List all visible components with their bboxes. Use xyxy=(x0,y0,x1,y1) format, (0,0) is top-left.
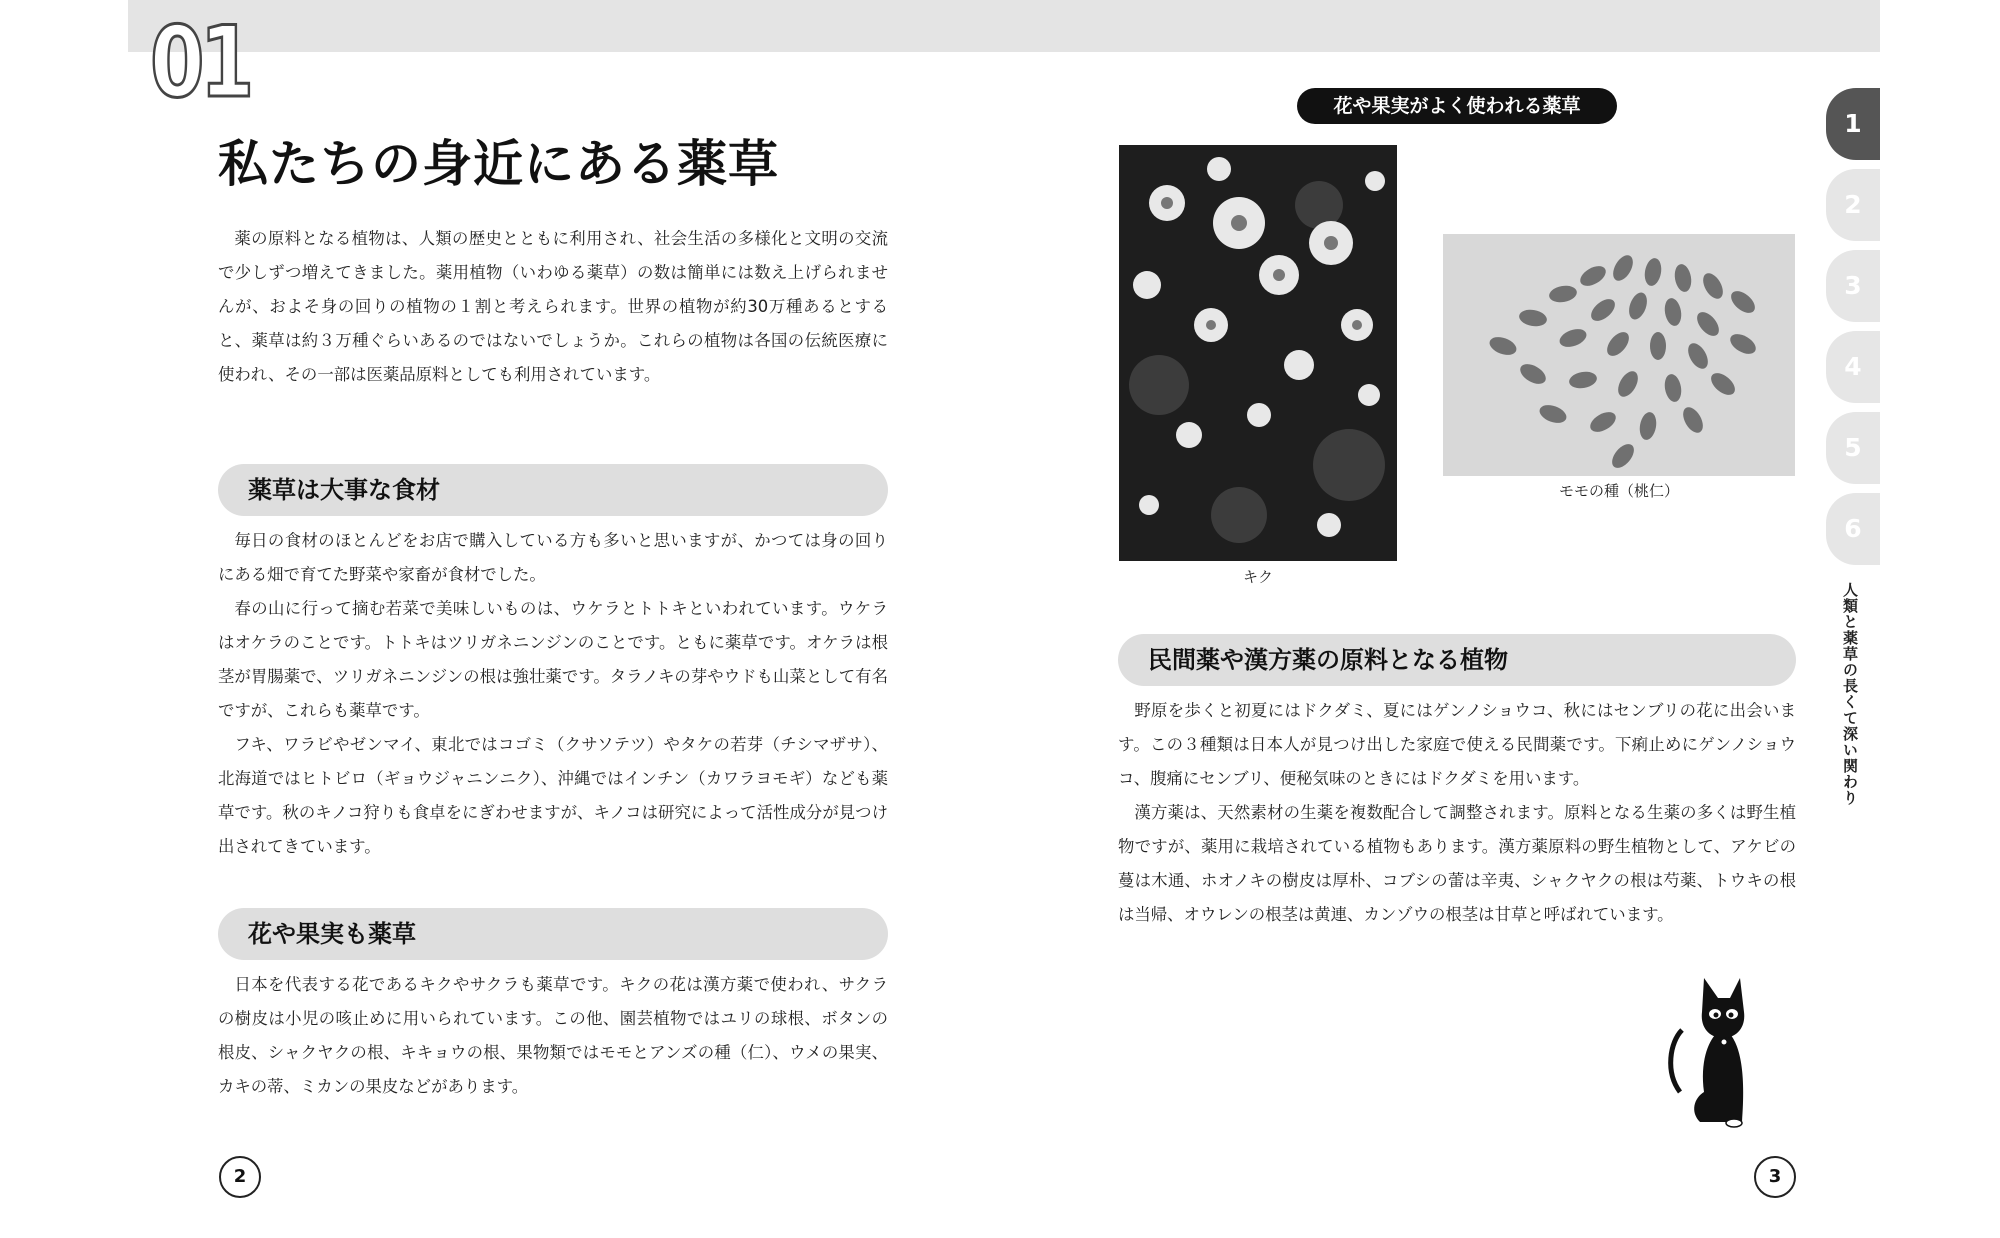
chrysanthemum-image xyxy=(1119,145,1397,561)
chapter-tabs xyxy=(1826,88,1880,574)
black-cat-illustration xyxy=(1660,972,1770,1132)
vertical-chapter-title: 人類と薬草の長くて深い関わり xyxy=(1841,582,1859,806)
section-body-food xyxy=(218,524,888,864)
intro-text xyxy=(218,222,888,392)
figure-label: 花や果実がよく使われる薬草 xyxy=(1297,88,1617,124)
section-body-folk-medicine xyxy=(1118,694,1796,932)
page-title: 私たちの身近にある薬草 xyxy=(218,135,779,193)
peach-seed-photo xyxy=(1443,234,1795,476)
section-body-flowers xyxy=(218,968,888,1104)
section-heading-folk-medicine: 民間薬や漢方薬の原料となる植物 xyxy=(1118,634,1796,686)
chapter-tab-2[interactable]: 2 xyxy=(1826,169,1880,241)
photo-caption-peach-seed: モモの種（桃仁） xyxy=(1558,482,1679,500)
paragraph: フキ、ワラビやゼンマイ、東北ではコゴミ（クサソテツ）やタケの若芽（チシマザサ）、北海道ではヒトビロ（ギョウジャニンニク）、沖縄ではインチン（カワラヨモギ）なども薬草です。秋のキノコ狩りも食卓をにぎわせますが、キノコは研究によって活性成分が見つけ出されてきています。 xyxy=(218,735,888,856)
top-band xyxy=(128,0,1880,52)
section-heading-flowers: 花や果実も薬草 xyxy=(218,908,888,960)
page-number-right: 3 xyxy=(1754,1156,1796,1198)
peach-seed-image xyxy=(1443,234,1795,476)
intro-paragraph: 薬の原料となる植物は、人類の歴史とともに利用され、社会生活の多様化と文明の交流で少しずつ増えてきました。薬用植物（いわゆる薬草）の数は簡単には数え上げられませんが、およそ身の回りの植物の１割と考えられます。世界の植物が約30万種あるとすると、薬草は約３万種ぐらいあるのではないでしょうか。これらの植物は各国の伝統医療に使われ、その一部は医薬品原料としても利用されています。 xyxy=(218,229,888,384)
paragraph: 漢方薬は、天然素材の生薬を複数配合して調整されます。原料となる生薬の多くは野生植物ですが、薬用に栽培されている植物もあります。漢方薬原料の野生植物として、アケビの蔓は木通、ホオノキの樹皮は厚朴、コブシの蕾は辛夷、シャクヤクの根は芍薬、トウキの根は当帰、オウレンの根茎は黄連、カンゾウの根茎は甘草と呼ばれています。 xyxy=(1118,803,1796,924)
paragraph: 春の山に行って摘む若菜で美味しいものは、ウケラとトトキといわれています。ウケラはオケラのことです。トトキはツリガネニンジンのことです。ともに薬草です。オケラは根茎が胃腸薬で、ツリガネニンジンの根は強壮薬です。タラノキの芽やウドも山菜として有名ですが、これらも薬草です。 xyxy=(218,599,888,720)
black-cat-icon xyxy=(1660,972,1770,1132)
chapter-tab-5[interactable]: 5 xyxy=(1826,412,1880,484)
chapter-tab-4[interactable]: 4 xyxy=(1826,331,1880,403)
chrysanthemum-photo xyxy=(1119,145,1397,561)
paragraph: 野原を歩くと初夏にはドクダミ、夏にはゲンノショウコ、秋にはセンブリの花に出会います。この３種類は日本人が見つけ出した家庭で使える民間薬です。下痢止めにゲンノショウコ、腹痛にセンブリ、便秘気味のときにはドクダミを用います。 xyxy=(1118,701,1796,788)
section-heading-food: 薬草は大事な食材 xyxy=(218,464,888,516)
page-number-left: 2 xyxy=(219,1156,261,1198)
chapter-tab-6[interactable]: 6 xyxy=(1826,493,1880,565)
chapter-number: 01 xyxy=(150,6,250,120)
chapter-tab-3[interactable]: 3 xyxy=(1826,250,1880,322)
chapter-tab-1[interactable]: 1 xyxy=(1826,88,1880,160)
photo-caption-chrysanthemum: キク xyxy=(1242,568,1273,586)
paragraph: 毎日の食材のほとんどをお店で購入している方も多いと思いますが、かつては身の回りにある畑で育てた野菜や家畜が食材でした。 xyxy=(218,531,888,584)
paragraph: 日本を代表する花であるキクやサクラも薬草です。キクの花は漢方薬で使われ、サクラの樹皮は小児の咳止めに用いられています。この他、園芸植物ではユリの球根、ボタンの根皮、シャクヤクの根、キキョウの根、果物類ではモモとアンズの種（仁）、ウメの果実、カキの蒂、ミカンの果皮などがあります。 xyxy=(218,975,888,1096)
